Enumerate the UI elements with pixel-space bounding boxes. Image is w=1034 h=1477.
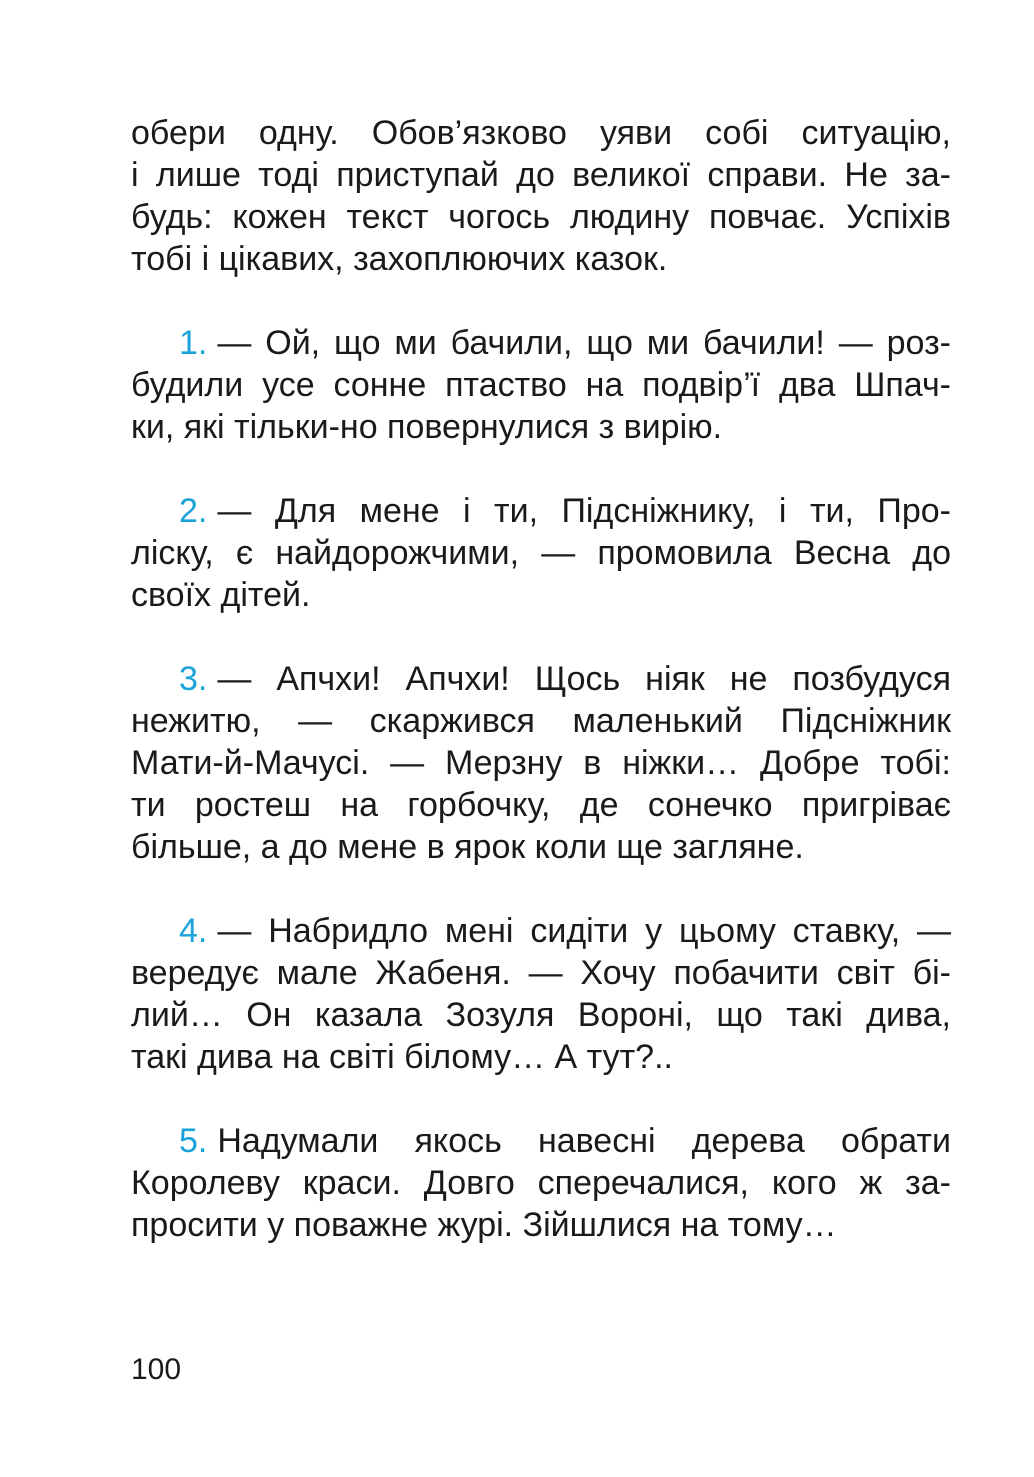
line-text: — Набридло мені сидіти у цьому ставку, — [217, 912, 951, 950]
item-number: 1. [179, 324, 208, 362]
text-line [131, 658, 951, 700]
item-5-paragraph [131, 1120, 951, 1246]
text-line: вередує мале Жабеня. — Хочу побачити світ бі- [131, 954, 951, 992]
line-text: — Апчхи! Апчхи! Щось ніяк не позбудуся [217, 660, 951, 698]
text-line: ки, які тільки-но повернулися з вирію. [131, 408, 723, 446]
item-4-paragraph [131, 910, 951, 1078]
item-1-paragraph [131, 322, 951, 448]
text-line [131, 322, 951, 364]
text-line [131, 910, 951, 952]
text-line: більше, а до мене в ярок коли ще загляне. [131, 828, 804, 866]
text-line: Мати-й-Мачусі. — Мерзну в ніжки… Добре тобі: [131, 744, 951, 782]
page-number: 100 [131, 1353, 182, 1386]
text-line: будь: кожен текст чогось людину повчає. Успіхів [131, 198, 951, 236]
line-text: — Для мене і ти, Підсніжнику, і ти, Про- [217, 492, 951, 530]
text-line: і лише тоді приступай до великої справи. Не за- [131, 156, 951, 194]
text-line: Королеву краси. Довго сперечалися, кого ж за- [131, 1164, 951, 1202]
text-line: тобі і цікавих, захоплюючих казок. [131, 240, 668, 278]
text-line: такі дива на світі білому… А тут?.. [131, 1038, 673, 1076]
text-line: будили усе сонне птаство на подвір’ї два Шпач- [131, 366, 951, 404]
text-line [131, 1120, 951, 1162]
item-number: 3. [179, 660, 208, 698]
text-line: просити у поважне журі. Зійшлися на тому… [131, 1206, 837, 1244]
item-number: 2. [179, 492, 208, 530]
text-line [131, 490, 951, 532]
text-line: своїх дітей. [131, 576, 311, 614]
text-line: обери одну. Обов’язково уяви собі ситуацію, [131, 114, 951, 152]
item-3-paragraph [131, 658, 951, 868]
line-text: Надумали якось навесні дерева обрати [217, 1122, 951, 1160]
text-line: ти ростеш на горбочку, де сонечко пригріває [131, 786, 951, 824]
text-line: лий… Он казала Зозуля Вороні, що такі дива, [131, 996, 951, 1034]
text-line: ліску, є найдорожчими, — промовила Весна до [131, 534, 951, 572]
item-2-paragraph [131, 490, 951, 616]
text-line: нежитю, — скаржився маленький Підсніжник [131, 702, 951, 740]
item-number: 5. [179, 1122, 208, 1160]
line-text: — Ой, що ми бачили, що ми бачили! — роз- [217, 324, 951, 362]
intro-paragraph [131, 112, 951, 280]
page-content [131, 112, 951, 1288]
item-number: 4. [179, 912, 208, 950]
